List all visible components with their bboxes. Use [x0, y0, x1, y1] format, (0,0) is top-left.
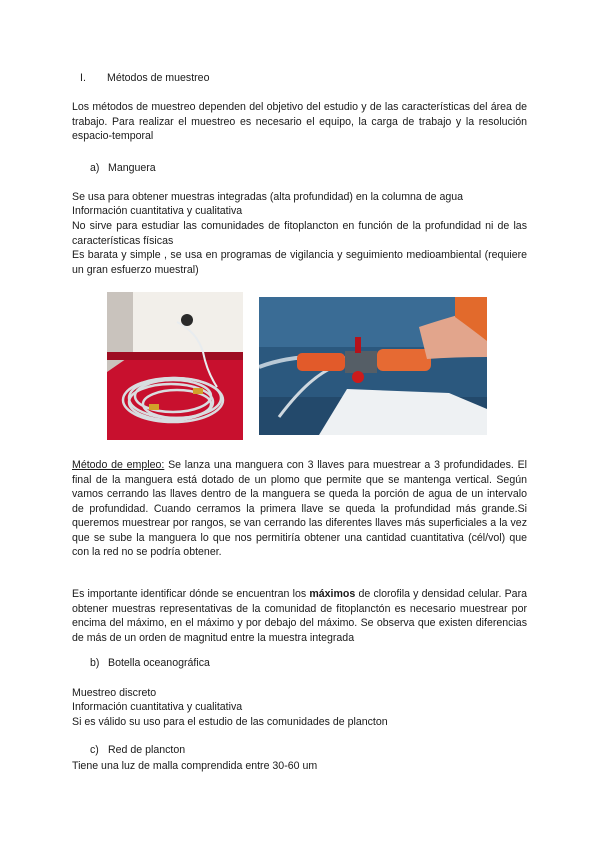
maximos-paragraph	[72, 587, 527, 645]
manguera-no-sirve: No sirve para estudiar las comunidades de fitoplancton en función de la profundidad ni de las características físicas	[72, 220, 527, 247]
maximos-bold: máximos	[309, 588, 356, 600]
subsection-b-title: Botella oceanográfica	[108, 657, 210, 669]
subsection-c-title: Red de plancton	[108, 744, 186, 756]
intro-paragraph: Los métodos de muestreo dependen del objetivo del estudio y de las características del área de trabajo. Para realizar el muestreo es necesario el equipo, la carga de trabajo y la resolución espacio-temporal	[72, 101, 527, 142]
maximos-after: de clorofila y densidad celular. Para obtener muestras representativas de la comunidad de fitoplanctón es necesario muestrear por encima del máximo, en el máximo y por debajo del máximo. Se observa que existen diferencias de más de un orden de magnitud entre la muestra integrada	[72, 588, 527, 644]
botella-line-2: Información cuantitativa y cualitativa	[72, 701, 243, 713]
botella-line-3: Si es válido su uso para el estudio de las comunidades de plancton	[72, 716, 388, 728]
section-number: I.	[80, 72, 86, 84]
botella-line-1: Muestreo discreto	[72, 687, 157, 699]
hose-valve-at-sea-photo	[259, 297, 487, 435]
coiled-hose-photo	[107, 292, 243, 440]
metodo-text: Se lanza una manguera con 3 llaves para muestrear a 3 profundidades. El final de la manguera está dotado de un plomo que permite que se mantenga vertical. Según vamos cerrando las llaves dentro de la manguera se queda la porción de agua de un intervalo de profundidad. Cuando cerramos la primera llave se queda la profundidad más grande.Si queremos muestrear por rangos, se van cerrando las diferentes llaves más superficiales a la vez que se sube la manguera lo que nos permitiría obtener una cantidad cuantitativa (cél/vol) que con la red no se podría obtener.	[72, 459, 527, 558]
manguera-line-2: Información cuantitativa y cualitativa	[72, 205, 243, 217]
metodo-heading: Método de empleo:	[72, 459, 165, 471]
section-title: Métodos de muestreo	[107, 72, 210, 84]
manguera-line-1: Se usa para obtener muestras integradas (alta profundidad) en la columna de agua	[72, 191, 464, 203]
maximos-before: Es importante identificar dónde se encuentran los	[72, 588, 310, 600]
subsection-a-label: a)	[90, 162, 100, 174]
subsection-a-title: Manguera	[108, 162, 156, 174]
subsection-c-label: c)	[90, 744, 99, 756]
manguera-barata: Es barata y simple , se usa en programas de vigilancia y seguimiento medioambiental (requiere un gran esfuerzo muestral)	[72, 249, 527, 276]
subsection-b-label: b)	[90, 657, 100, 669]
metodo-paragraph	[72, 458, 527, 560]
red-line: Tiene una luz de malla comprendida entre 30-60 um	[72, 760, 318, 772]
